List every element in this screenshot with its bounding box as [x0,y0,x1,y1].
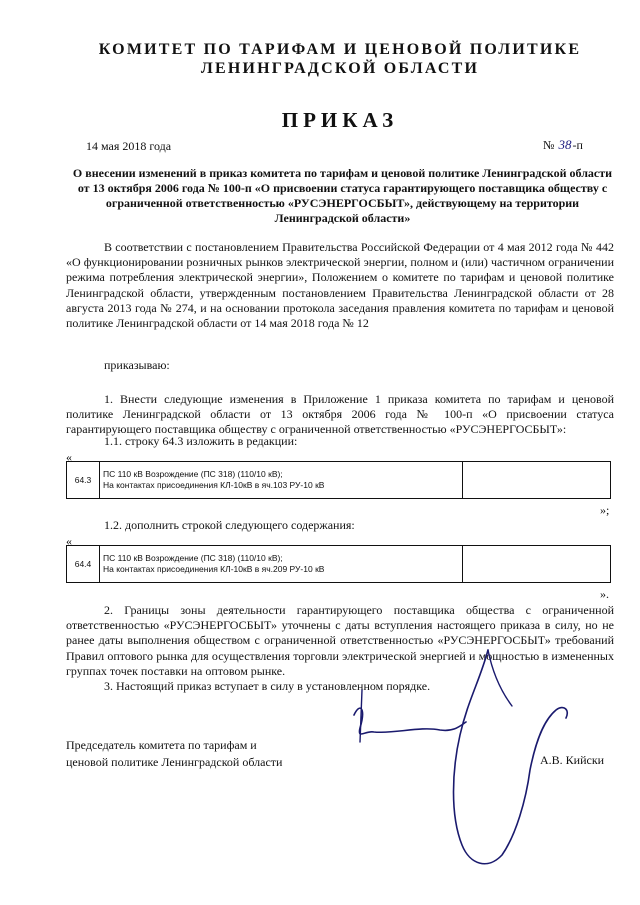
row-description [100,546,463,583]
row-number: 64.4 [67,546,100,583]
number-handwritten: 38 [558,137,572,152]
row-number: 64.3 [67,462,100,499]
issuer-line-2: ЛЕНИНГРАДСКОЙ ОБЛАСТИ [200,60,480,77]
signatory-position-line-2: ценовой политике Ленинградской области [66,755,283,769]
table-row-64-3 [66,461,611,499]
order-word: приказываю: [104,358,170,372]
issuer-line-1: КОМИТЕТ ПО ТАРИФАМ И ЦЕНОВОЙ ПОЛИТИКЕ [98,41,582,58]
signatory-position-line-1: Председатель комитета по тарифам и [66,738,257,752]
table-row-64-4 [66,545,611,583]
table-2-open-quote: « [66,534,72,548]
item-3: 3. Настоящий приказ вступает в силу в установленном порядке. [104,679,431,693]
document-title: ПРИКАЗ [281,108,399,132]
order-date: 14 мая 2018 года [86,139,172,153]
table-1-open-quote: « [66,450,72,464]
number-prefix: № [543,138,555,152]
row-empty-cell [463,546,611,583]
row-description-line-2: На контактах присоединения КЛ-10кВ в яч.103 РУ-10 кВ [103,480,325,490]
row-description [100,462,463,499]
preamble-paragraph: В соответствии с постановлением Правительства Российской Федерации от 4 мая 2012 года № 442 «О функционировании розничных рынков электрической энергии, полном и (или) частичном ограничении режима потребления электрической энергии», Положением о комитете по тарифам и ценовой политике Ленинградской области, утвержденным постановлением Правительства Ленинградской области от 28 августа 2013 года № 274, и на основании протокола заседания правления комитета по тарифам и ценовой политике Ленинградской области от 14 мая 2018 года № 12 [66,240,614,331]
table-1-close-quote: »; [600,503,610,517]
item-1: 1. Внести следующие изменения в Приложение 1 приказа комитета по тарифам и ценовой политике Ленинградской области от 13 октября 2006 года № 100-п «О присвоении статуса гарантирующего поставщика обществу с ограниченной ответственностью «РУСЭНЕРГОСБЫТ»: [66,392,614,437]
item-1-1: 1.1. строку 64.3 изложить в редакции: [104,434,298,448]
table-2-close-quote: ». [600,587,609,601]
issuer-header [60,40,620,78]
row-description-line-2: На контактах присоединения КЛ-10кВ в яч.209 РУ-10 кВ [103,564,325,574]
signatory-position [66,737,282,771]
order-number [543,137,583,153]
row-description-line-1: ПС 110 кВ Возрождение (ПС 318) (110/10 кВ); [103,469,283,479]
number-suffix: -п [572,138,583,152]
row-empty-cell [463,462,611,499]
item-2: 2. Границы зоны деятельности гарантирующего поставщика общества с ограниченной ответственностью «РУСЭНЕРГОСБЫТ» уточнены с даты вступления настоящего приказа в силу, но не ранее даты выполнения обществом с ограниченной ответственностью «РУСЭНЕРГОСБЫТ» требований Правил оптового рынка для осуществления торговли электрической энергией и мощностью в измененных группах точек поставки на оптовом рынке. [66,603,614,678]
row-description-line-1: ПС 110 кВ Возрождение (ПС 318) (110/10 кВ); [103,553,283,563]
signatory-name: А.В. Кийски [540,753,605,767]
item-1-2: 1.2. дополнить строкой следующего содержания: [104,518,355,532]
order-subject: О внесении изменений в приказ комитета по тарифам и ценовой политике Ленинградской области от 13 октября 2006 года № 100-п «О присвоении статуса гарантирующего поставщика обществу с ограниченной ответственностью «РУСЭНЕРГОСБЫТ», действующему на территории Ленинградской области» [72,166,613,225]
